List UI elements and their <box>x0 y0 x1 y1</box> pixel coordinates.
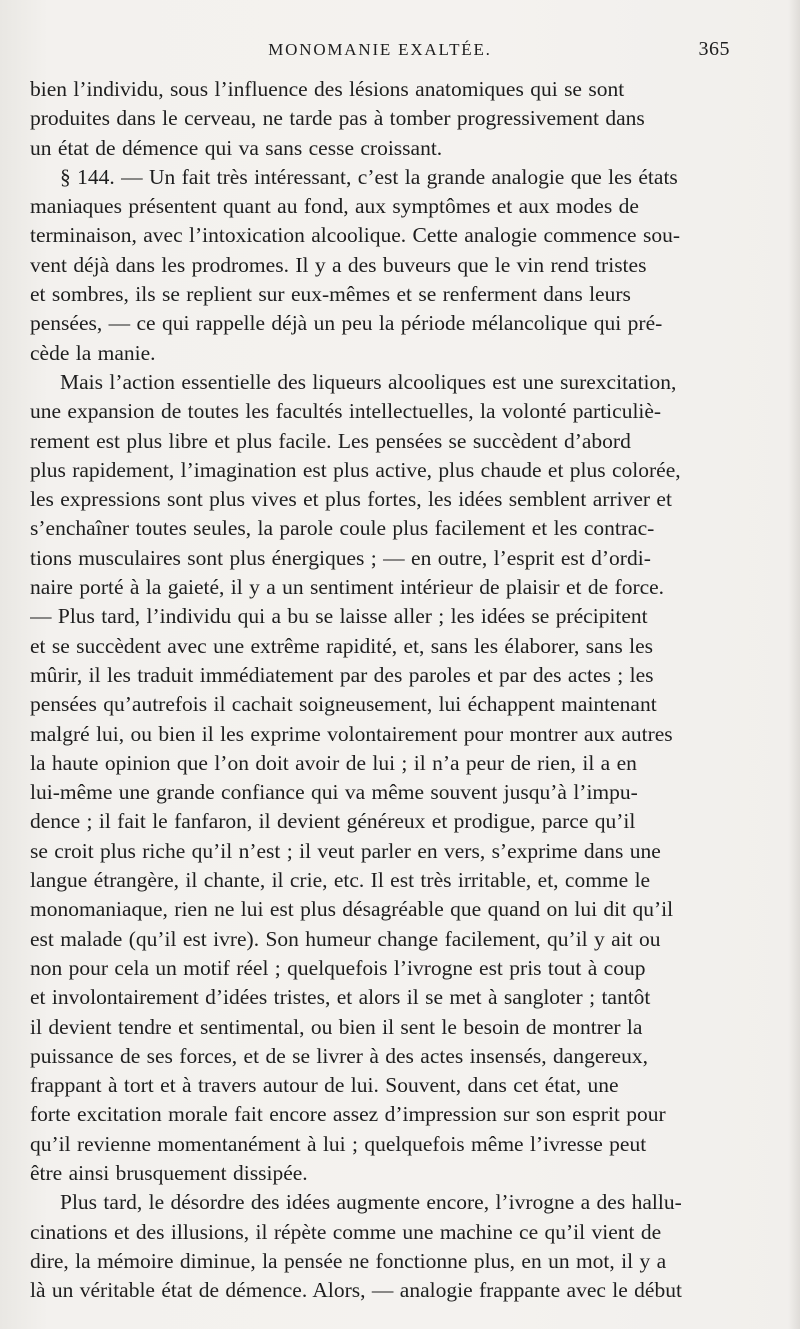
text-line: qu’il revienne momentanément à lui ; quelquefois même l’ivresse peut <box>30 1131 647 1156</box>
text-line: malgré lui, ou bien il les exprime volontairement pour montrer aux autres <box>30 721 673 746</box>
text-line: mûrir, il les traduit immédiatement par des paroles et par des actes ; les <box>30 662 654 687</box>
text-line: rement est plus libre et plus facile. Les pensées se succèdent d’abord <box>30 428 631 453</box>
text-line: et se succèdent avec une extrême rapidité, et, sans les élaborer, sans les <box>30 633 654 658</box>
text-line: cède la manie. <box>30 340 156 365</box>
text-line: forte excitation morale fait encore assez d’impression sur son esprit pour <box>30 1102 666 1127</box>
text-line: et sombres, ils se replient sur eux-mêmes et se renferment dans leurs <box>30 282 631 307</box>
page-edge-shadow <box>788 0 800 1329</box>
body-text <box>30 75 770 1305</box>
text-line: produites dans le cerveau, ne tarde pas à tomber progressivement dans <box>30 106 645 131</box>
text-line: langue étrangère, il chante, il crie, etc. Il est très irritable, et, comme le <box>30 868 651 893</box>
text-line: dence ; il fait le fanfaron, il devient généreux et prodigue, parce qu’il <box>30 809 636 834</box>
text-line: là un véritable état de démence. Alors, — analogie frappante avec le début <box>30 1278 682 1303</box>
text-line: cinations et des illusions, il répète comme une machine ce qu’il vient de <box>30 1219 662 1244</box>
text-line: la haute opinion que l’on doit avoir de lui ; il n’a peur de rien, il a en <box>30 750 637 775</box>
text-line: lui-même une grande confiance qui va même souvent jusqu’à l’impu- <box>30 780 638 805</box>
text-line: frappant à tort et à travers autour de lui. Souvent, dans cet état, une <box>30 1073 619 1098</box>
text-line: les expressions sont plus vives et plus fortes, les idées semblent arriver et <box>30 487 672 512</box>
text-line: maniaques présentent quant au fond, aux symptômes et aux modes de <box>30 194 639 219</box>
text-line: puissance de ses forces, et de se livrer à des actes insensés, dangereux, <box>30 1043 648 1068</box>
text-line: naire porté à la gaieté, il y a un sentiment intérieur de plaisir et de force. <box>30 575 665 600</box>
page-number: 365 <box>698 38 730 60</box>
text-line: bien l’individu, sous l’influence des lésions anatomiques qui se sont <box>30 77 625 101</box>
text-line: pensées, — ce qui rappelle déjà un peu la période mélancolique qui pré- <box>30 311 663 336</box>
paragraph-start-line: Plus tard, le désordre des idées augmente encore, l’ivrogne a des hallu- <box>60 1190 682 1215</box>
text-line: être ainsi brusquement dissipée. <box>30 1160 308 1185</box>
text-line: dire, la mémoire diminue, la pensée ne fonctionne plus, en un mot, il y a <box>30 1248 667 1273</box>
text-line: plus rapidement, l’imagination est plus active, plus chaude et plus colorée, <box>30 457 681 482</box>
running-head <box>30 40 730 66</box>
text-line: vent déjà dans les prodromes. Il y a des buveurs que le vin rend tristes <box>30 252 647 277</box>
paragraph-start-line: Mais l’action essentielle des liqueurs alcooliques est une surexcitation, <box>60 369 677 394</box>
text-line: — Plus tard, l’individu qui a bu se laisse aller ; les idées se précipitent <box>30 604 648 629</box>
text-line: et involontairement d’idées tristes, et alors il se met à sangloter ; tantôt <box>30 985 651 1010</box>
text-line: terminaison, avec l’intoxication alcoolique. Cette analogie commence sou- <box>30 223 680 248</box>
text-line: tions musculaires sont plus énergiques ; — en outre, l’esprit est d’ordi- <box>30 545 651 570</box>
text-line: est malade (qu’il est ivre). Son humeur change facilement, qu’il y ait ou <box>30 926 661 951</box>
section-start-line: § 144. — Un fait très intéressant, c’est la grande analogie que les états <box>60 164 678 189</box>
text-line: s’enchaîner toutes seules, la parole coule plus facilement et les contrac- <box>30 516 655 541</box>
text-line: un état de démence qui va sans cesse croissant. <box>30 135 443 160</box>
text-line: monomaniaque, rien ne lui est plus désagréable que quand on lui dit qu’il <box>30 897 674 922</box>
text-line: une expansion de toutes les facultés intellectuelles, la volonté particuliè- <box>30 399 662 424</box>
text-line: non pour cela un motif réel ; quelquefois l’ivrogne est pris tout à coup <box>30 955 646 980</box>
text-line: il devient tendre et sentimental, ou bien il sent le besoin de montrer la <box>30 1014 643 1039</box>
text-line: se croit plus riche qu’il n’est ; il veut parler en vers, s’exprime dans une <box>30 838 661 863</box>
running-title: MONOMANIE EXALTÉE. <box>268 40 492 59</box>
text-line: pensées qu’autrefois il cachait soigneusement, lui échappent maintenant <box>30 692 657 717</box>
